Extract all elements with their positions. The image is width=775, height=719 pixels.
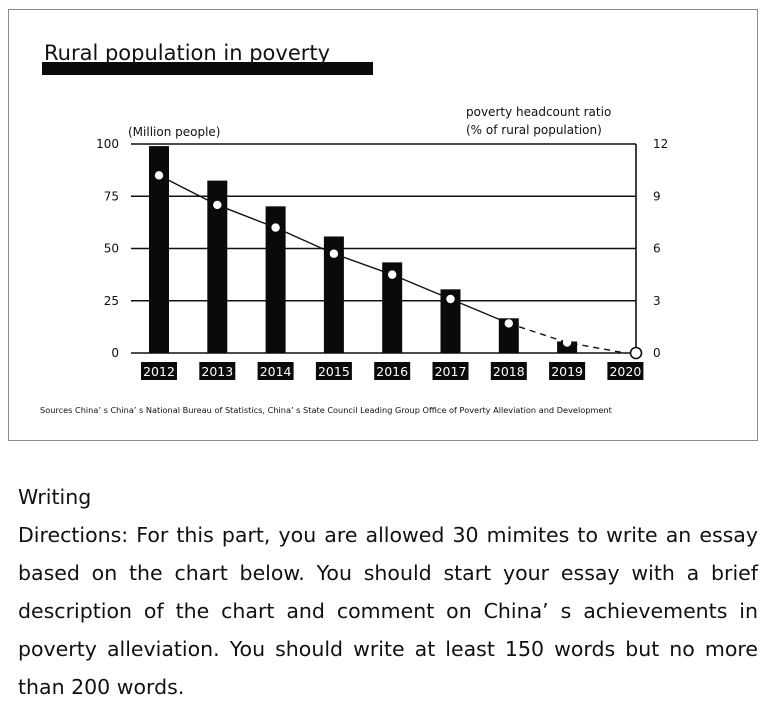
left-tick-label: 100 (96, 137, 119, 151)
right-tick-label: 9 (653, 189, 661, 204)
left-tick-label: 75 (103, 189, 119, 204)
left-tick-label: 0 (111, 346, 119, 360)
writing-heading: Writing (18, 485, 92, 509)
ratio-point (563, 338, 571, 346)
right-axis-label-line1: poverty headcount ratio (466, 105, 612, 119)
year-label: 2019 (551, 364, 584, 379)
ratio-point (213, 201, 221, 209)
left-axis-label: (Million people) (128, 125, 221, 139)
year-label: 2012 (143, 364, 175, 379)
right-tick-label: 0 (653, 346, 661, 360)
right-axis-label-line2: (% of rural population) (466, 123, 602, 137)
left-tick-label: 50 (103, 241, 119, 256)
year-label: 2013 (201, 364, 234, 379)
plot-area (96, 137, 668, 380)
ratio-point (155, 171, 163, 179)
year-label: 2016 (376, 364, 409, 379)
year-label: 2015 (317, 364, 350, 379)
year-label: 2017 (434, 364, 467, 379)
right-tick-label: 6 (653, 241, 661, 256)
year-label: 2014 (259, 364, 292, 379)
ratio-point (271, 223, 279, 231)
chart-source: Sources China’ s China’ s National Bureau of Statistics, China’ s State Council Leading Group Office of Poverty Alleviation and Development (40, 405, 612, 415)
writing-directions: Directions: For this part, you are allowed 30 mimites to write an essay based on the chart below. You should start your essay with a brief description of the chart and comment on China’ s achievements in poverty alleviation. You should write at least 150 words but no more than 200 words. (18, 523, 758, 699)
right-tick-label: 12 (653, 137, 669, 151)
year-label: 2018 (492, 364, 525, 379)
ratio-point (631, 348, 642, 359)
year-label: 2020 (609, 364, 642, 379)
ratio-point (505, 319, 513, 327)
chart-svg (9, 10, 759, 442)
chart-title: Rural population in poverty (44, 41, 331, 65)
ratio-point (330, 250, 338, 258)
writing-section (18, 478, 758, 706)
ratio-point (446, 295, 454, 303)
chart-panel (8, 9, 758, 441)
ratio-point (388, 270, 396, 278)
right-tick-label: 3 (653, 293, 661, 308)
left-tick-label: 25 (103, 293, 119, 308)
